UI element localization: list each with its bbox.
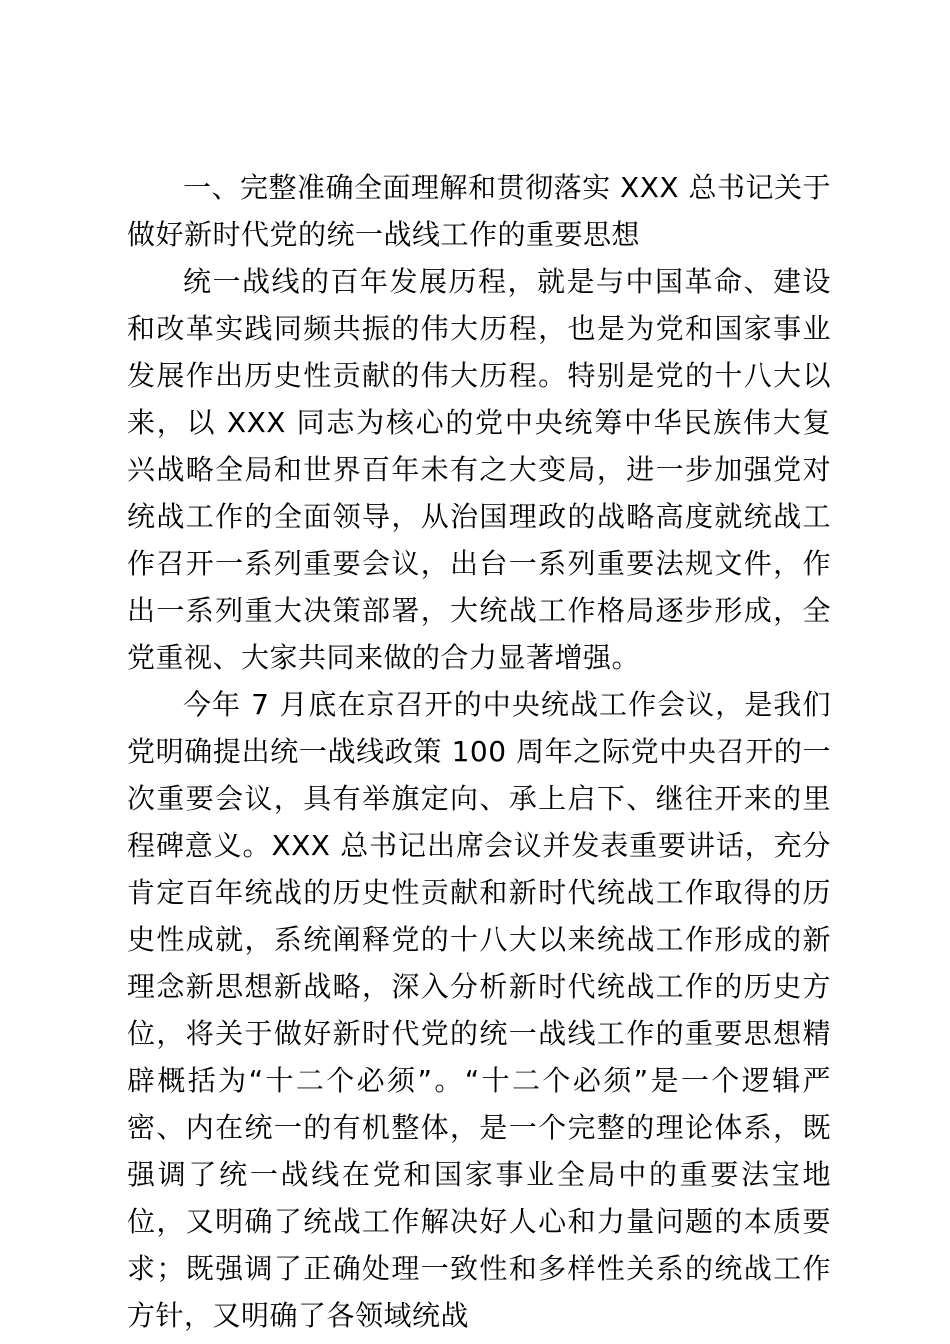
paragraph-2: 今年 7 月底在京召开的中央统战工作会议，是我们党明确提出统一战线政策 100 周年之际党中央召开的一次重要会议，具有举旗定向、承上启下、继往开来的里程碑意义。XXX 总书记出席会议并发表重要讲话，充分肯定百年统战的历史性贡献和新时代统战工作取得的历史性成就，系统阐释党的十八大以来统战工作形成的新理念新思想新战略，深入分析新时代统战工作的历史方位，将关于做好新时代党的统一战线工作的重要思想精辟概括为“十二个必须”。“十二个必须”是一个逻辑严密、内在统一的有机整体，是一个完整的理论体系，既强调了统一战线在党和国家事业全局中的重要法宝地位，又明确了统战工作解决好人心和力量问题的本质要求；既强调了正确处理一致性和多样性关系的统战工作方针，又明确了各领域统战: [127, 688, 831, 1332]
section-heading: 一、完整准确全面理解和贯彻落实 XXX 总书记关于做好新时代党的统一战线工作的重要思想: [127, 171, 831, 251]
document-body: [127, 164, 831, 1339]
paragraph-1: 统一战线的百年发展历程，就是与中国革命、建设和改革实践同频共振的伟大历程，也是为党和国家事业发展作出历史性贡献的伟大历程。特别是党的十八大以来，以 XXX 同志为核心的党中央统筹中华民族伟大复兴战略全局和世界百年未有之大变局，进一步加强党对统战工作的全面领导，从治国理政的战略高度就统战工作召开一系列重要会议，出台一系列重要法规文件，作出一系列重大决策部署，大统战工作格局逐步形成，全党重视、大家共同来做的合力显著增强。: [127, 265, 831, 674]
